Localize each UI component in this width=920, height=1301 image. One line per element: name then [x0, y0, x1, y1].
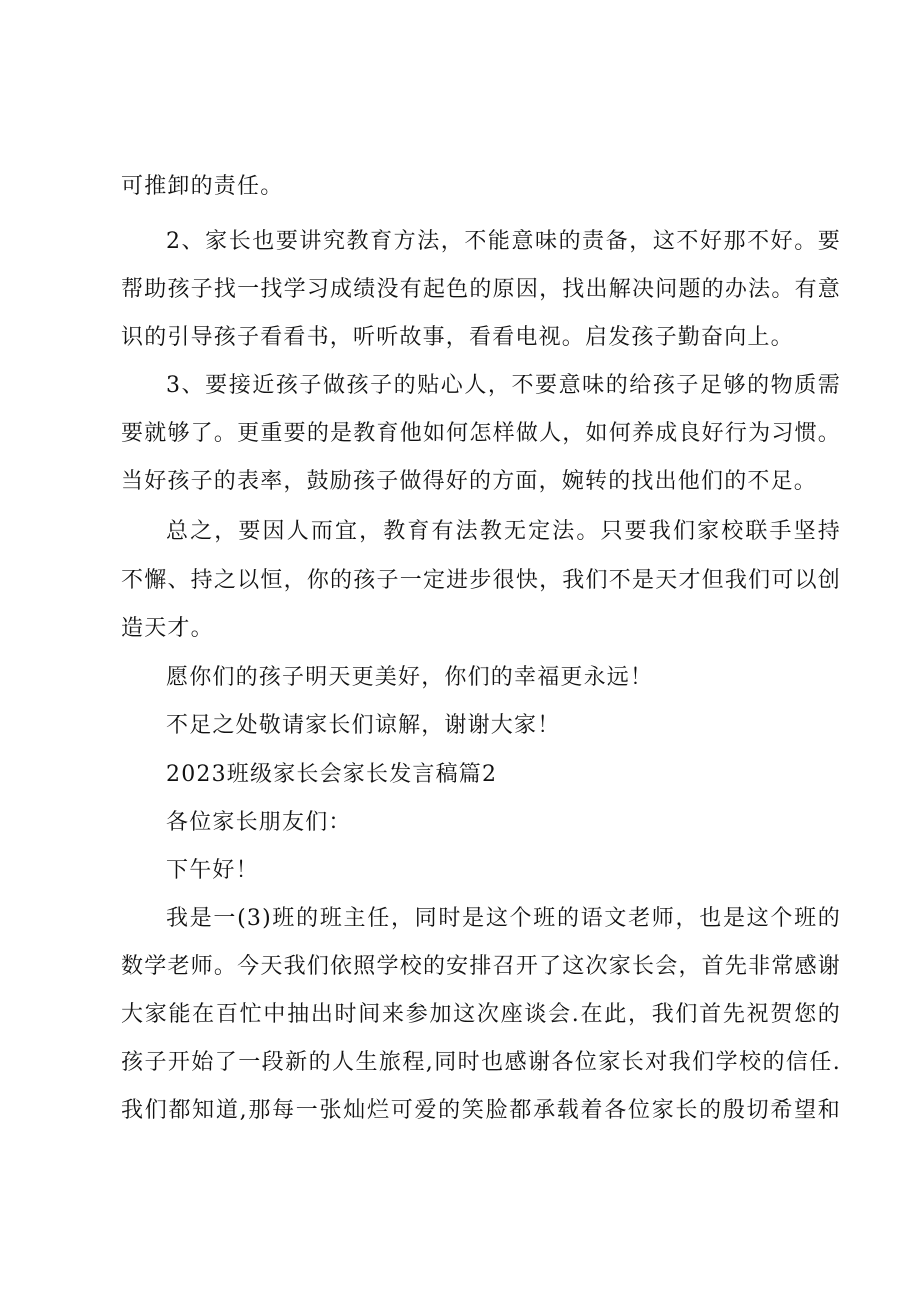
section-heading: 2023班级家长会家长发言稿篇2: [166, 762, 498, 787]
text-line: 当好孩子的表率，鼓励孩子做得好的方面，婉转的找出他们的不足。: [121, 469, 818, 494]
text-line: 各位家长朋友们：: [166, 810, 352, 835]
text-line: 数学老师。今天我们依照学校的安排召开了这次家长会，首先非常感谢: [121, 954, 841, 979]
text-line: 3、要接近孩子做孩子的贴心人，不要意味的给孩子足够的物质需: [166, 373, 841, 398]
text-line: 大家能在百忙中抽出时间来参加这次座谈会.在此，我们首先祝贺您的: [121, 1002, 841, 1027]
text-line: 我是一(3)班的班主任，同时是这个班的语文老师，也是这个班的: [166, 906, 841, 931]
text-line: 2、家长也要讲究教育方法，不能意味的责备，这不好那不好。要: [166, 229, 841, 254]
text-line: 孩子开始了一段新的人生旅程,同时也感谢各位家长对我们学校的信任.: [121, 1050, 841, 1075]
text-line: 可推卸的责任。: [121, 174, 284, 199]
text-line: 不足之处敬请家长们谅解，谢谢大家！: [166, 713, 561, 738]
text-line: 我们都知道,那每一张灿烂可爱的笑脸都承载着各位家长的殷切希望和: [121, 1098, 841, 1123]
text-line: 愿你们的孩子明天更美好，你们的幸福更永远！: [166, 665, 654, 690]
text-line: 要就够了。更重要的是教育他如何怎样做人，如何养成良好行为习惯。: [121, 421, 841, 446]
text-line: 帮助孩子找一找学习成绩没有起色的原因，找出解决问题的办法。有意: [121, 277, 841, 302]
text-line: 下午好！: [166, 858, 259, 883]
text-line: 总之，要因人而宜，教育有法教无定法。只要我们家校联手坚持: [166, 519, 841, 544]
text-line: 不懈、持之以恒，你的孩子一定进步很快，我们不是天才但我们可以创: [121, 568, 841, 593]
text-line: 识的引导孩子看看书，听听故事，看看电视。启发孩子勤奋向上。: [121, 325, 794, 350]
text-line: 造天才。: [121, 616, 214, 641]
